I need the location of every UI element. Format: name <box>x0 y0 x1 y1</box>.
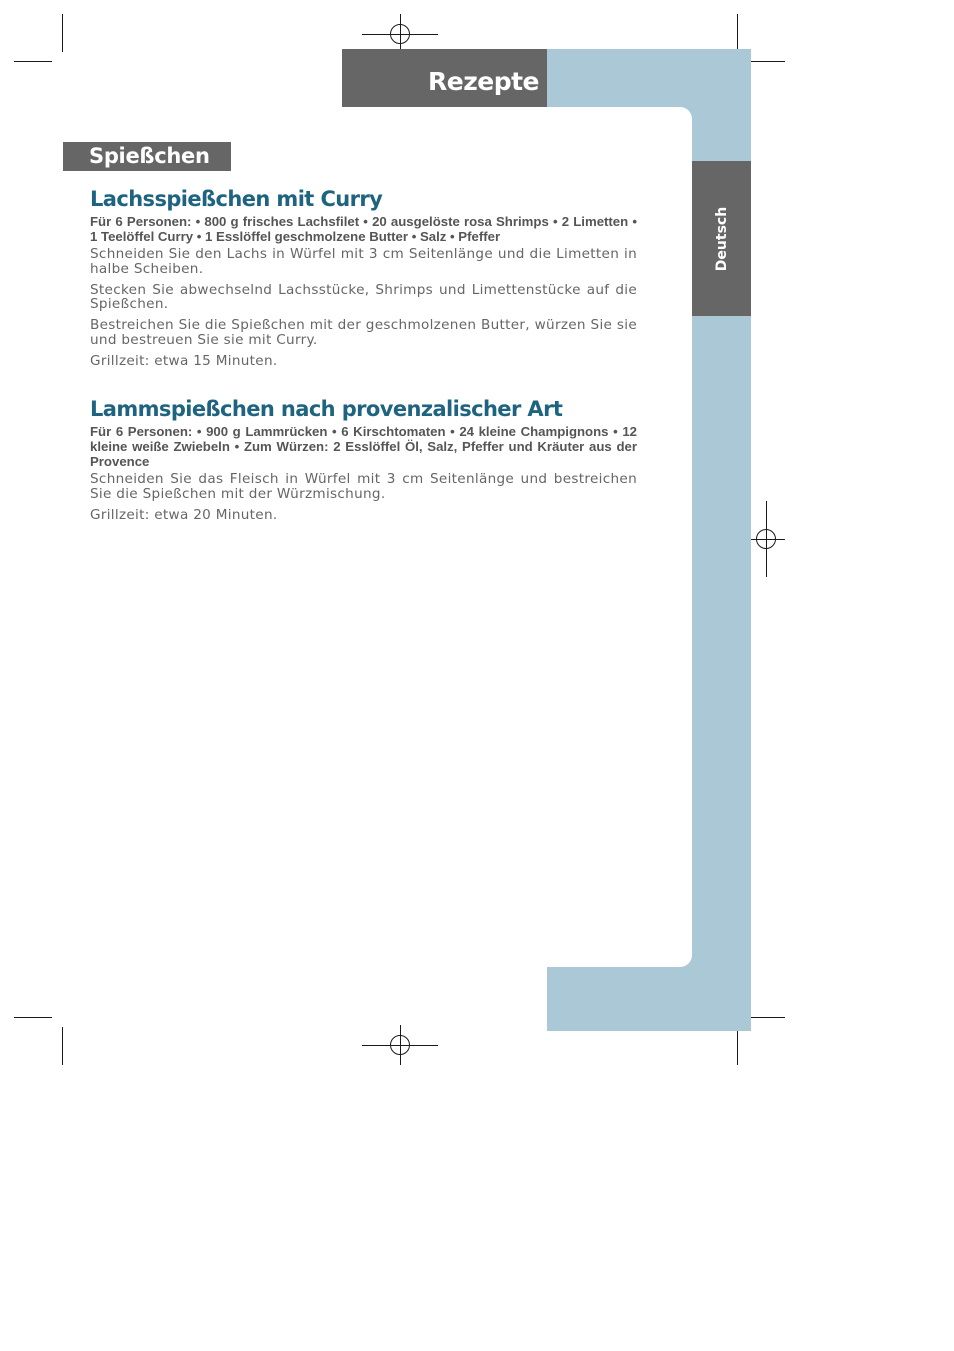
recipe <box>90 396 637 528</box>
registration-circle <box>390 24 410 44</box>
crop-mark <box>747 61 785 62</box>
crop-mark <box>737 1027 738 1065</box>
language-tab <box>692 161 751 316</box>
header-bar <box>342 49 547 107</box>
recipe-title: Lachsspießchen mit Curry <box>90 187 383 211</box>
crop-mark <box>14 61 52 62</box>
crop-mark <box>62 14 63 52</box>
page-title: Rezepte <box>427 67 539 96</box>
registration-circle <box>756 529 776 549</box>
crop-mark <box>737 14 738 52</box>
recipe-time: Grillzeit: etwa 20 Minuten. <box>90 506 278 523</box>
section-title: Spießchen <box>89 144 210 168</box>
recipe-step: Stecken Sie abwechselnd Lachsstücke, Shrimps und Limettenstücke auf die Spießchen. <box>90 281 637 313</box>
recipe-step: Bestreichen Sie die Spießchen mit der geschmolzenen Butter, würzen Sie sie und bestreuen Sie sie mit Curry. <box>90 317 637 348</box>
recipe <box>90 186 637 375</box>
recipe-ingredients: Für 6 Personen: • 800 g frisches Lachsfilet • 20 ausgelöste rosa Shrimps • 2 Limetten • 1 Teelöffel Curry • 1 Esslöffel geschmolzene Butter • Salz • Pfeffer <box>90 214 637 244</box>
crop-mark <box>747 1017 785 1018</box>
recipe-title: Lammspießchen nach provenzalischer Art <box>90 397 563 421</box>
registration-circle <box>390 1035 410 1055</box>
recipe-ingredients: Für 6 Personen: • 900 g Lammrücken • 6 Kirschtomaten • 24 kleine Champignons • 12 kleine weiße Zwiebeln • Zum Würzen: 2 Esslöffel Öl, Salz, Pfeffer und Kräuter aus der Provence <box>90 424 637 469</box>
recipe-step: Schneiden Sie den Lachs in Würfel mit 3 cm Seitenlänge und die Limetten in halbe Scheiben. <box>90 246 637 277</box>
crop-mark <box>14 1017 52 1018</box>
section-tag <box>63 142 231 171</box>
recipe-step: Schneiden Sie das Fleisch in Würfel mit 3 cm Seitenlänge und bestreichen Sie die Spießchen mit der Würzmischung. <box>90 471 637 502</box>
recipe-time: Grillzeit: etwa 15 Minuten. <box>90 352 278 369</box>
language-label: Deutsch <box>713 206 730 271</box>
crop-mark <box>62 1027 63 1065</box>
